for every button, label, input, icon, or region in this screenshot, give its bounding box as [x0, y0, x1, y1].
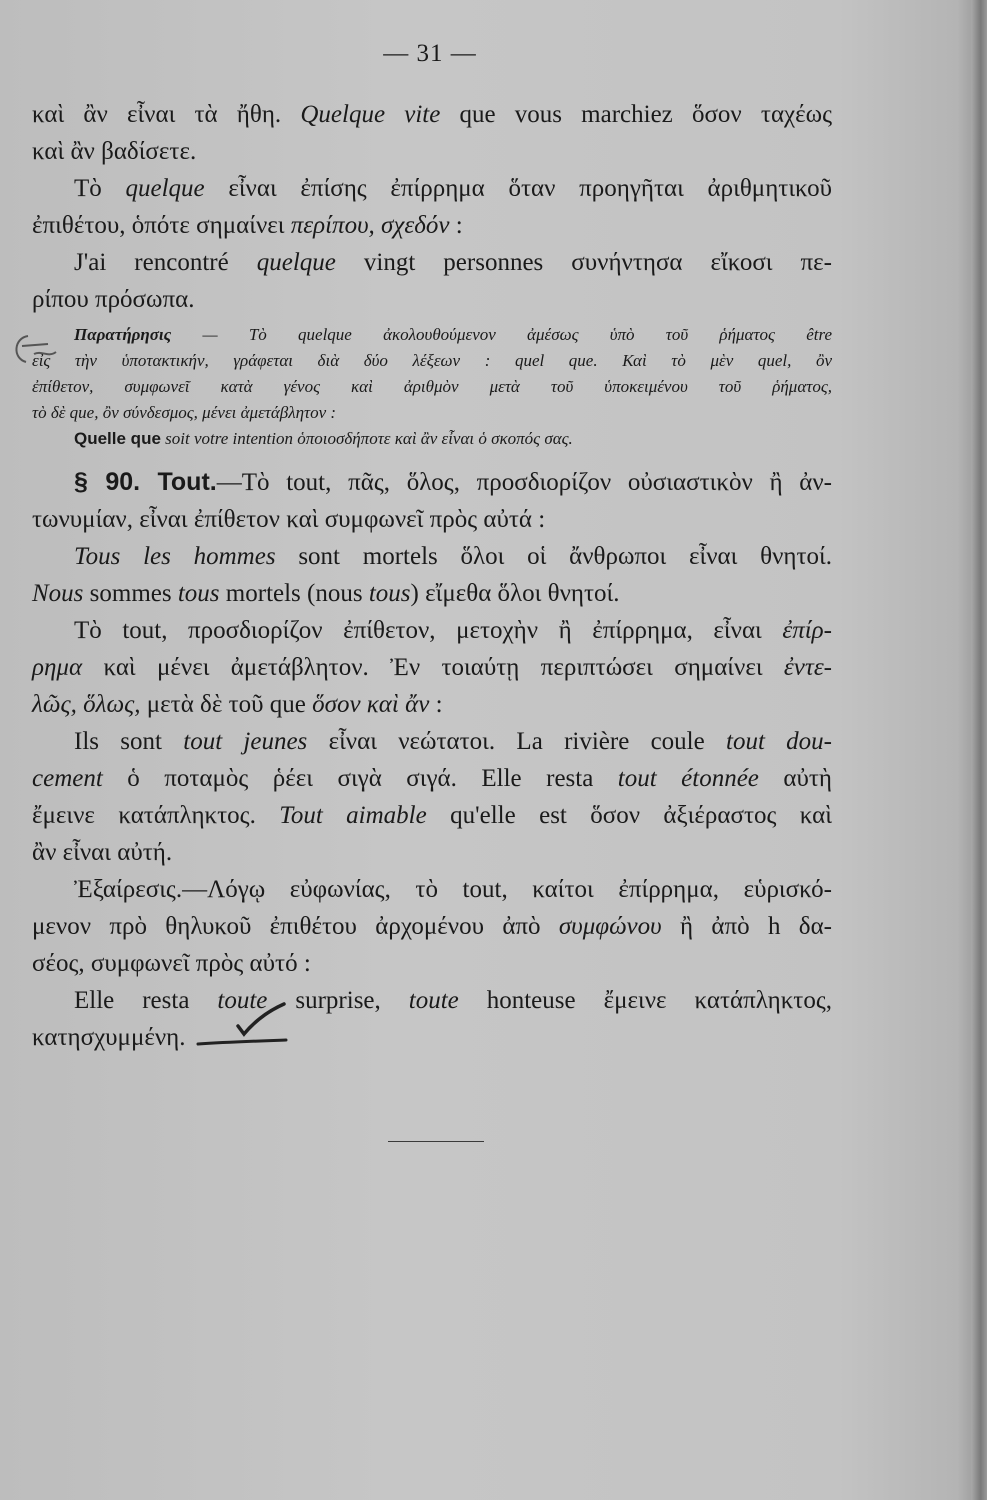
text-line: ἂν εἶναι αὐτή. — [32, 839, 173, 866]
text-line: ρίπου πρόσωπα. — [32, 286, 195, 313]
text-line: Ἐξαίρεσις.—Λόγῳ εὐφωνίας, τὸ tout, καίτοι ἐπίρρημα, εὑρισκό- — [74, 876, 832, 903]
text-line: μενον πρὸ θηλυκοῦ ἐπιθέτου ἀρχομένου ἀπὸ συμφώνου ἢ ἀπὸ h δα- — [32, 913, 833, 940]
text-line: cement ὁ ποταμὸς ῥέει σιγὰ σιγά. Elle resta tout étonnée αὐτὴ — [32, 765, 832, 792]
text-line: § 90. Tout.—Τὸ tout, πᾶς, ὅλος, προσδιορίζον οὐσιαστικὸν ἢ ἀν- — [74, 468, 832, 496]
text-line: ρημα καὶ μένει ἀμετάβλητον. Ἐν τοιαύτῃ περιπτώσει σημαίνει ἐντε- — [32, 654, 832, 681]
text-line: κατησχυμμένη. — [32, 1024, 186, 1051]
text-line: λῶς, ὅλως, μετὰ δὲ τοῦ que ὅσον καὶ ἄν : — [32, 691, 443, 718]
text-line: Τὸ tout, προσδιορίζον ἐπίθετον, μετοχὴν ἢ ἐπίρρημα, εἶναι ἐπίρ- — [74, 617, 832, 644]
section-90-tout — [32, 464, 832, 1056]
remark-note — [32, 322, 832, 452]
text-line: Nous sommes tous mortels (nous tous) εἴμεθα ὅλοι θνητοί. — [32, 580, 620, 607]
body-text — [32, 96, 832, 1056]
text-line: τωνυμίαν, εἶναι ἐπίθετον καὶ συμφωνεῖ πρὸς αὐτά : — [32, 506, 546, 533]
text-line: σέος, συμφωνεῖ πρὸς αὐτό : — [32, 950, 311, 977]
text-line: ἐπιθέτου, ὁπότε σημαίνει περίπου, σχεδόν : — [32, 212, 463, 239]
text-line: καὶ ἂν βαδίσετε. — [32, 138, 197, 165]
text-line: Ils sont tout jeunes εἶναι νεώτατοι. La rivière coule tout dou- — [74, 728, 832, 755]
page-edge-shadow — [971, 0, 987, 1500]
text-line: Tous les hommes sont mortels ὅλοι οἱ ἄνθρωποι εἶναι θνητοί. — [74, 543, 832, 570]
page-number: — 31 — — [383, 40, 477, 67]
text-line: Τὸ quelque εἶναι ἐπίσης ἐπίρρημα ὅταν προηγῆται ἀριθμητικοῦ — [74, 175, 832, 202]
note-line: Παρατήρησις — Τὸ quelque ἀκολουθούμενον ἀμέσως ὑπὸ τοῦ ῥήματος être — [74, 325, 832, 344]
note-line: ἐπίθετον, συμφωνεῖ κατὰ γένος καὶ ἀριθμὸν μετὰ τοῦ ὑποκειμένου τοῦ ῥήματος, — [32, 377, 832, 396]
text-line: J'ai rencontré quelque vingt personnes συνήντησα εἴκοσι πε- — [74, 249, 832, 276]
handwritten-checkmark-icon — [188, 998, 298, 1058]
note-line: Quelle que soit votre intention ὁποιοσδήποτε καὶ ἂν εἶναι ὁ σκοπός σας. — [74, 429, 573, 448]
section-divider — [388, 1141, 484, 1142]
text-line: καὶ ἂν εἶναι τὰ ἤθη. Quelque vite que vous marchiez ὅσον ταχέως — [32, 101, 832, 128]
text-line: Elle resta toute surprise, toute honteuse ἔμεινε κατάπληκτος, — [74, 987, 832, 1014]
text-line: ἔμεινε κατάπληκτος. Tout aimable qu'elle est ὅσον ἀξιέραστος καὶ — [32, 802, 832, 829]
note-line: τὸ δὲ que, ὂν σύνδεσμος, μένει ἀμετάβλητον : — [32, 403, 337, 422]
note-line: εἰς τὴν ὑποτακτικήν, γράφεται διὰ δύο λέξεων : quel que. Καὶ τὸ μὲν quel, ὂν — [32, 351, 832, 370]
